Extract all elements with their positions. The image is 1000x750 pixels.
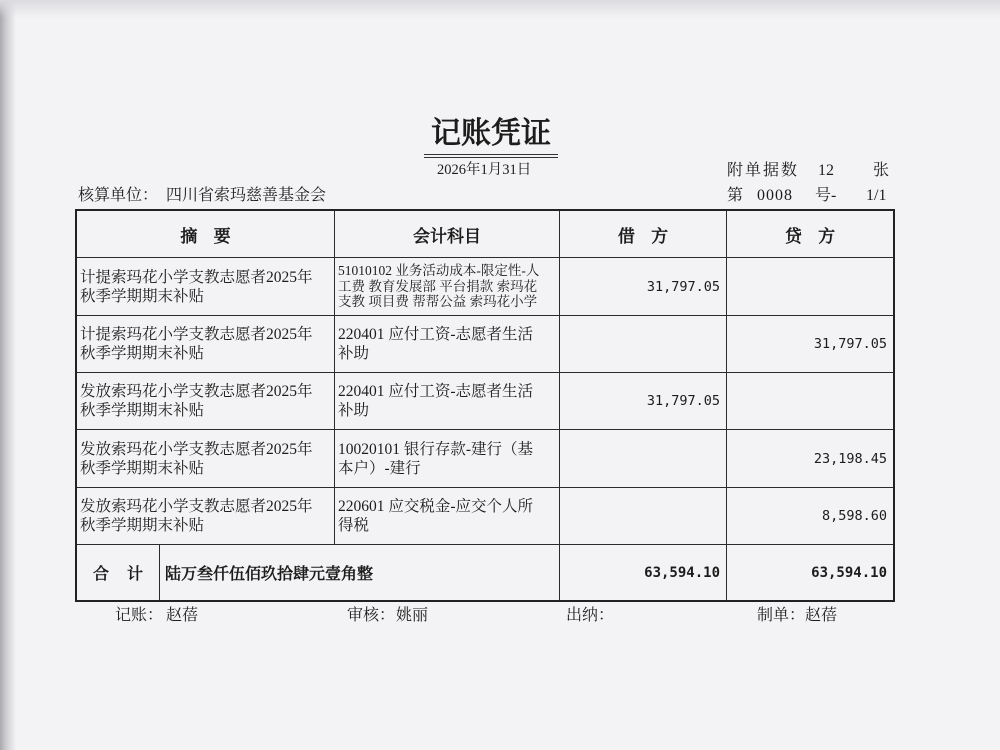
cashier-label: 出纳：: [566, 607, 615, 624]
total-label: [77, 545, 160, 600]
number-prefix: 第: [727, 187, 744, 204]
attachments-label: 附单据数: [727, 162, 800, 179]
org-label: 核算单位：: [78, 187, 159, 204]
summary-line: 计提索玛花小学支教志愿者2025年: [80, 326, 313, 343]
total-debit-amount: 63,594.10: [644, 564, 720, 581]
credit-amount: 8,598.60: [821, 508, 887, 524]
debit-amount: 31,797.05: [646, 393, 720, 409]
credit-amount: 31,797.05: [813, 336, 887, 352]
row-1-account: [335, 258, 560, 316]
header-summary-label: 摘 要: [180, 226, 231, 246]
row-3-debit: [560, 373, 727, 430]
total-label-text: 合 计: [92, 566, 143, 583]
row-1-summary: [77, 258, 335, 316]
total-credit-amount: 63,594.10: [811, 564, 887, 581]
summary-line: 发放索玛花小学支教志愿者2025年: [80, 440, 313, 458]
summary-line: 秋季学期期末补贴: [80, 517, 205, 534]
account-line: 支教 项目费 帮帮公益 索玛花小学: [338, 294, 538, 310]
bookkeeper-name: 赵蓓: [166, 607, 199, 624]
row-2-debit: [560, 316, 727, 373]
summary-line: 秋季学期期末补贴: [80, 287, 205, 305]
row-2-summary: [77, 316, 335, 373]
org-name: 四川省索玛慈善基金会: [166, 187, 327, 204]
row-5-account: [335, 488, 560, 545]
row-2-account: [335, 316, 560, 373]
header-summary: [77, 211, 335, 258]
account-line: 10020101 银行存款-建行（基: [338, 440, 534, 458]
account-line: 51010102 业务活动成本-限定性-人: [338, 263, 540, 279]
bookkeeper-label: 记账：: [115, 607, 164, 624]
debit-amount: 31,797.05: [646, 278, 720, 295]
reviewer-label: 审核：: [347, 607, 396, 624]
header-credit-label: 贷 方: [784, 226, 836, 246]
summary-line: 计提索玛花小学支教志愿者2025年: [80, 268, 313, 286]
total-amount-in-words: [160, 545, 560, 600]
attachments-unit: 张: [873, 162, 890, 179]
total-credit: [727, 545, 893, 600]
row-4-summary: [77, 430, 335, 488]
row-1-debit: [560, 258, 727, 316]
summary-line: 秋季学期期末补贴: [80, 402, 205, 419]
header-debit: [560, 211, 727, 258]
attachments-count: 12: [818, 162, 834, 179]
row-5-credit: [727, 488, 893, 545]
row-4-credit: [727, 430, 893, 488]
header-account: [335, 211, 560, 258]
row-3-summary: [77, 373, 335, 430]
row-5-debit: [560, 488, 727, 545]
summary-line: 发放索玛花小学支教志愿者2025年: [80, 383, 313, 400]
total-words-text: 陆万叁仟伍佰玖拾肆元壹角整: [165, 566, 374, 583]
preparer-name: 赵蓓: [805, 607, 838, 624]
reviewer-name: 姚丽: [396, 607, 429, 624]
voucher-date: 2026年1月31日: [437, 162, 532, 178]
account-line: 补助: [338, 345, 370, 362]
row-4-debit: [560, 430, 727, 488]
account-line: 220601 应交税金-应交个人所: [338, 498, 534, 515]
voucher-title: 记账凭证: [431, 117, 551, 150]
scan-edge-top: [0, 0, 1000, 18]
account-line: 220401 应付工资-志愿者生活: [338, 326, 534, 343]
account-line: 220401 应付工资-志愿者生活: [338, 383, 534, 400]
page-indicator: 1/1: [866, 187, 887, 204]
account-line: 本户）-建行: [338, 459, 421, 477]
account-line: 工费 教育发展部 平台捐款 索玛花: [338, 278, 538, 294]
header-account-label: 会计科目: [413, 226, 481, 246]
row-5-summary: [77, 488, 335, 545]
number-suffix: 号-: [815, 187, 837, 204]
title-double-underline: [424, 154, 558, 158]
summary-line: 秋季学期期末补贴: [80, 345, 205, 362]
row-3-account: [335, 373, 560, 430]
total-debit: [560, 545, 727, 600]
row-1-credit: [727, 258, 893, 316]
scan-edge-left: [0, 0, 16, 750]
header-debit-label: 借 方: [617, 226, 669, 246]
credit-amount: 23,198.45: [813, 450, 887, 467]
preparer-label: 制单：: [757, 607, 806, 624]
row-2-credit: [727, 316, 893, 373]
account-line: 得税: [338, 517, 370, 534]
summary-line: 发放索玛花小学支教志愿者2025年: [80, 498, 313, 515]
account-line: 补助: [338, 402, 370, 419]
summary-line: 秋季学期期末补贴: [80, 459, 205, 477]
voucher-table: [75, 209, 895, 602]
row-3-credit: [727, 373, 893, 430]
header-credit: [727, 211, 893, 258]
row-4-account: [335, 430, 560, 488]
voucher-number: 0008: [757, 187, 793, 204]
